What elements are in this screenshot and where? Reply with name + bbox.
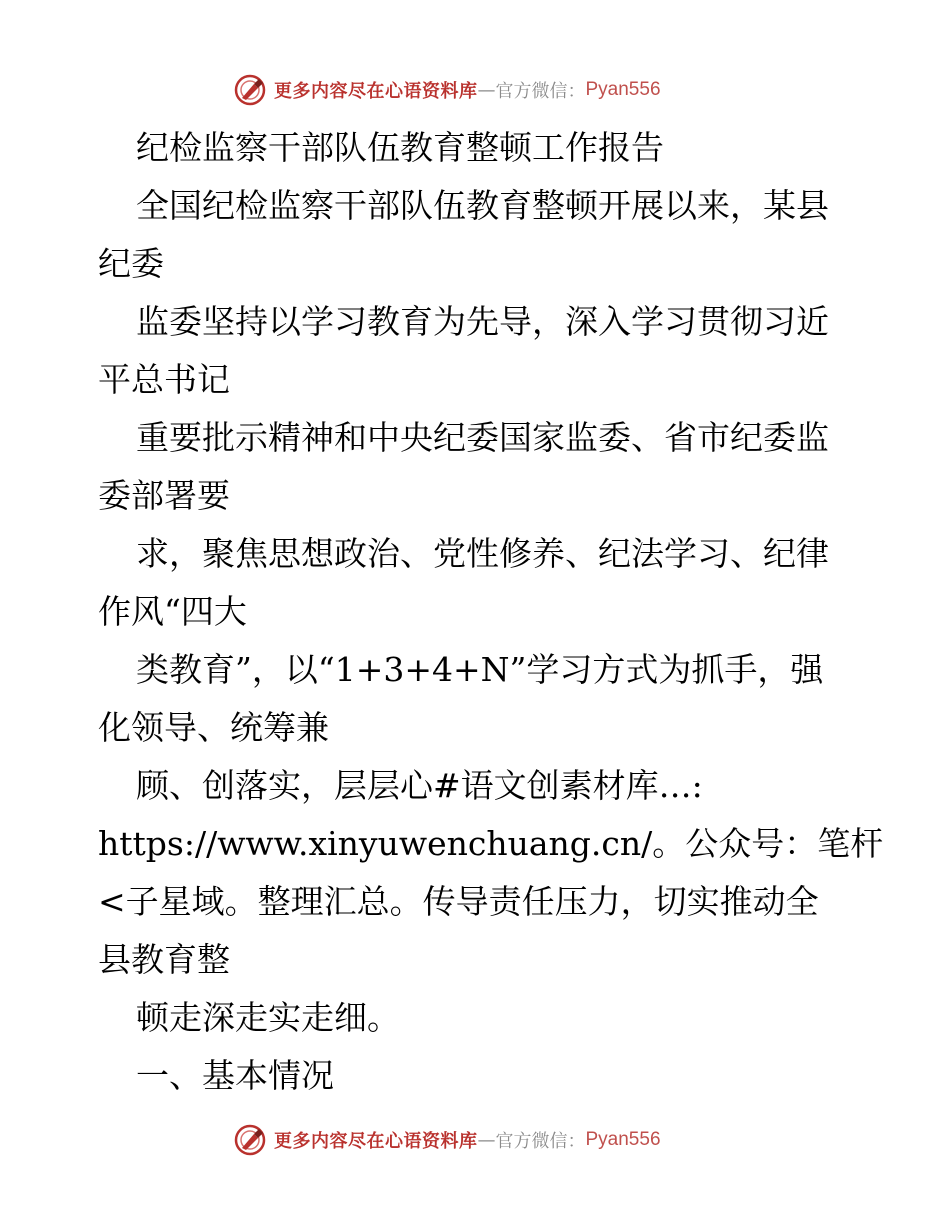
text-line: https://www.xinyuwenchuang.cn/。公众号：笔杆 xyxy=(98,824,884,863)
watermark-title: 更多内容尽在心语资料库 xyxy=(274,1131,478,1152)
watermark-wechat-id: Pyan556 xyxy=(585,79,661,100)
text-line: 一、基本情况 xyxy=(136,1056,334,1095)
text-line: 纪委 xyxy=(98,244,164,283)
text-line: 委部署要 xyxy=(98,476,230,515)
document-body xyxy=(98,119,884,1105)
text-line: 监委坚持以学习教育为先导，深入学习贯彻习近 xyxy=(136,302,829,341)
text-line: 化领导、统筹兼 xyxy=(98,708,329,747)
text-line: 顿走深走实走细。 xyxy=(136,998,400,1037)
header-watermark xyxy=(232,72,661,108)
watermark-dash: — xyxy=(477,1129,496,1151)
text-line: 顾、创落实，层层心#语文创素材库…: xyxy=(136,766,703,805)
text-line: 平总书记 xyxy=(98,360,230,399)
text-line: 全国纪检监察干部队伍教育整顿开展以来，某县 xyxy=(136,186,829,225)
text-line: 县教育整 xyxy=(98,940,230,979)
text-line: 求，聚焦思想政治、党性修养、纪法学习、纪律 xyxy=(136,534,829,573)
text-line: 作风“四大 xyxy=(98,592,247,631)
text-line: <子星域。整理汇总。传导责任压力，切实推动全 xyxy=(98,882,819,921)
pen-logo-icon xyxy=(232,72,268,108)
watermark-wechat-label: 官方微信： xyxy=(495,1131,586,1152)
text-line: 类教育”，以“1+3+4+N”学习方式为抓手，强 xyxy=(136,650,824,689)
watermark-title: 更多内容尽在心语资料库 xyxy=(274,81,478,102)
footer-watermark xyxy=(232,1122,661,1158)
watermark-dash: — xyxy=(477,79,496,101)
text-line: 重要批示精神和中央纪委国家监委、省市纪委监 xyxy=(136,418,829,457)
watermark-wechat-label: 官方微信： xyxy=(495,81,586,102)
text-line: 纪检监察干部队伍教育整顿工作报告 xyxy=(136,128,664,167)
watermark-wechat-id: Pyan556 xyxy=(585,1129,661,1150)
pen-logo-icon xyxy=(232,1122,268,1158)
